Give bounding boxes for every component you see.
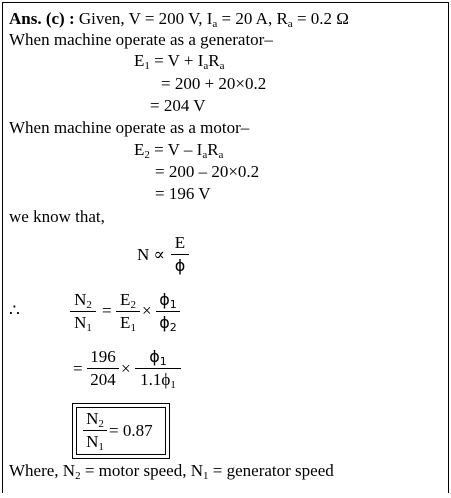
given-text: Given, V = 200 V, I (78, 9, 213, 28)
result-box (72, 403, 170, 459)
generator-step-2: = 204 V (150, 96, 206, 115)
speed-ratio-fraction: $N_2$ $N_1$ (70, 290, 96, 333)
flux-value-fraction: $\phi_1$ $1.1\phi_1$ (135, 347, 181, 390)
motor-step-1: = 200 – 20×0.2 (155, 162, 260, 181)
motor-emf-equation: $E_2 = V - I_aR_a$ (134, 140, 224, 161)
therefore-symbol: ∴ (9, 301, 20, 320)
generator-step-1: = 200 + 20×0.2 (161, 74, 267, 93)
e-over-phi-fraction: E ϕ (171, 233, 189, 276)
motor-step-2: = 196 V (155, 184, 211, 203)
result-fraction: $N_2$ $N_1$ (83, 409, 107, 452)
emf-ratio-fraction: $E_2$ $E_1$ (116, 290, 140, 333)
given-line: Ans. (c) : Given, V = 200 V, $I_a = 20$ A, $R_a = 0.2$ Ω (9, 9, 349, 30)
generator-intro: When machine operate as a generator– (9, 30, 273, 49)
relation-intro: we know that, (9, 207, 105, 226)
motor-intro: When machine operate as a motor– (9, 118, 250, 137)
solution-box: Ans. (c) : Given, V = 200 V, $I_a = 20$ A, $R_a = 0.2$ Ω When machine operate as a generator– $E_1 = V + I_aR_a$ = 200 + 20×0.2 = 204 V When machine operate as a motor– $E_2 = V - I_aR_a$ = 200 – 20×0.2 = 196 V we know that, N ∝ E ϕ ∴ $N_2$ $N_1$ = $E_2$ $E_1$ × $\phi_1$ $\phi_2$ = 196 204 × $\phi_1$ $1.1\phi_1$ $N_2$ $N_1$ = 0.87 Where, $N_2$ = motor speed, $N_1$ = generator speed (2, 2, 449, 493)
flux-ratio-fraction: $\phi_1$ $\phi_2$ (156, 290, 180, 333)
where-line: Where, $N_2$ = motor speed, $N_1$ = generator speed (9, 461, 334, 482)
result-value: = 0.87 (109, 421, 153, 440)
emf-value-fraction: 196 204 (87, 347, 119, 390)
answer-label: Ans. (c) : (9, 9, 75, 28)
proportional-lhs: N ∝ (137, 245, 166, 264)
generator-emf-equation: $E_1 = V + I_aR_a$ (134, 51, 225, 72)
